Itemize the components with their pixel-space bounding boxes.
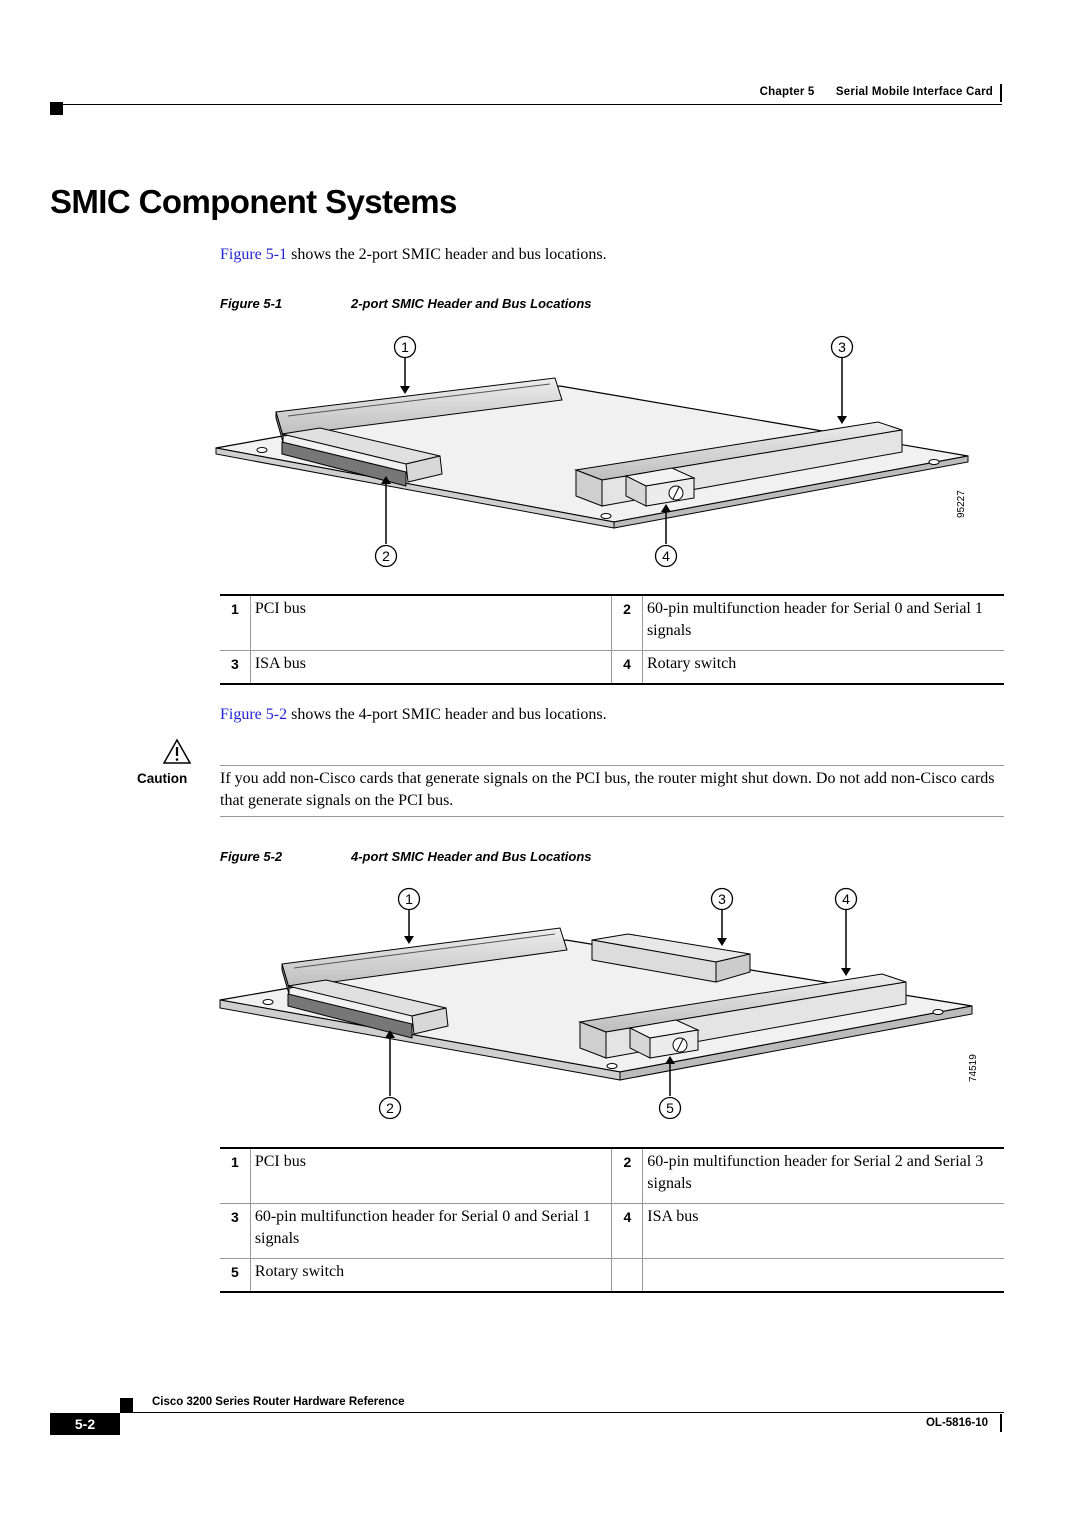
callout-4: 4 xyxy=(842,891,850,907)
callout-3: 3 xyxy=(718,891,726,907)
legend-number: 2 xyxy=(612,595,643,651)
legend-number: 5 xyxy=(220,1259,250,1293)
legend-number: 4 xyxy=(612,1204,643,1259)
figure-1-legend xyxy=(220,594,1004,685)
legend-text: 60-pin multifunction header for Serial 0 and Serial 1 signals xyxy=(250,1204,612,1259)
caution-label: Caution xyxy=(137,771,188,786)
header-rule xyxy=(62,104,1002,105)
page-number: 5-2 xyxy=(50,1413,120,1435)
callout-2: 2 xyxy=(382,548,390,564)
legend-row xyxy=(220,1259,1004,1293)
footer-bar xyxy=(1000,1414,1002,1432)
callout-5: 5 xyxy=(666,1100,674,1116)
legend-text: 60-pin multifunction header for Serial 0 and Serial 1 signals xyxy=(646,600,983,639)
figure-5-1-link[interactable]: Figure 5-1 xyxy=(220,246,288,263)
legend-row xyxy=(220,651,1004,685)
header-bar xyxy=(1000,84,1002,102)
legend-number: 3 xyxy=(220,1204,250,1259)
callout-1: 1 xyxy=(405,891,413,907)
intro-paragraph-1 xyxy=(220,244,607,266)
footer-rule xyxy=(120,1412,1004,1413)
legend-number-empty xyxy=(612,1259,643,1293)
figure-1-label: Figure 5-1 xyxy=(220,296,283,311)
callout-4: 4 xyxy=(662,548,670,564)
legend-text: 60-pin multifunction header for Serial 2 and Serial 3 signals xyxy=(647,1153,984,1192)
figure-1-title: 2-port SMIC Header and Bus Locations xyxy=(351,296,592,311)
figure-2-illustration xyxy=(210,884,990,1124)
legend-text-empty xyxy=(643,1259,1004,1293)
legend-number: 4 xyxy=(612,651,643,685)
running-header xyxy=(760,86,993,98)
figure-2-legend xyxy=(220,1147,1004,1293)
caution-rule-top xyxy=(220,765,1004,766)
figure-1-illustration xyxy=(210,330,990,570)
caution-text: If you add non-Cisco cards that generate signals on the PCI bus, the router might shut down. Do not add non-Cisco cards that generate signals on the PCI bus. xyxy=(220,770,995,809)
intro-1-text: shows the 2-port SMIC header and bus locations. xyxy=(287,246,607,263)
callout-1: 1 xyxy=(401,339,409,355)
figure-2-title: 4-port SMIC Header and Bus Locations xyxy=(351,849,592,864)
legend-text: PCI bus xyxy=(250,1148,612,1204)
legend-text: PCI bus xyxy=(250,595,611,651)
chapter-number: Chapter 5 xyxy=(759,86,815,98)
legend-number: 3 xyxy=(220,651,250,685)
caution-rule-bottom xyxy=(220,816,1004,817)
legend-text: Rotary switch xyxy=(250,1259,612,1293)
legend-row xyxy=(220,1148,1004,1204)
legend-number: 1 xyxy=(220,595,250,651)
figure-2-caption xyxy=(220,849,1004,867)
footer-square xyxy=(120,1398,133,1412)
callout-3: 3 xyxy=(838,339,846,355)
legend-row xyxy=(220,595,1004,651)
callout-2: 2 xyxy=(386,1100,394,1116)
section-title: SMIC Component Systems xyxy=(50,183,457,220)
legend-text: ISA bus xyxy=(647,1208,699,1225)
intro-paragraph-2 xyxy=(220,704,607,726)
art-number-2: 74519 xyxy=(968,1054,979,1082)
legend-row xyxy=(220,1204,1004,1259)
legend-number: 2 xyxy=(612,1148,643,1204)
art-number-1: 95227 xyxy=(956,490,967,518)
figure-1-caption xyxy=(220,296,1004,314)
doc-number: OL-5816-10 xyxy=(925,1417,988,1429)
figure-5-2-link[interactable]: Figure 5-2 xyxy=(220,706,288,723)
figure-2-label: Figure 5-2 xyxy=(220,849,283,864)
caution-icon xyxy=(162,738,192,766)
intro-2-text: shows the 4-port SMIC header and bus locations. xyxy=(287,706,607,723)
legend-number: 1 xyxy=(220,1148,250,1204)
legend-text: ISA bus xyxy=(250,651,611,685)
legend-text: Rotary switch xyxy=(646,655,737,672)
footer-book-title: Cisco 3200 Series Router Hardware Reference xyxy=(152,1396,405,1408)
chapter-title: Serial Mobile Interface Card xyxy=(835,86,993,98)
